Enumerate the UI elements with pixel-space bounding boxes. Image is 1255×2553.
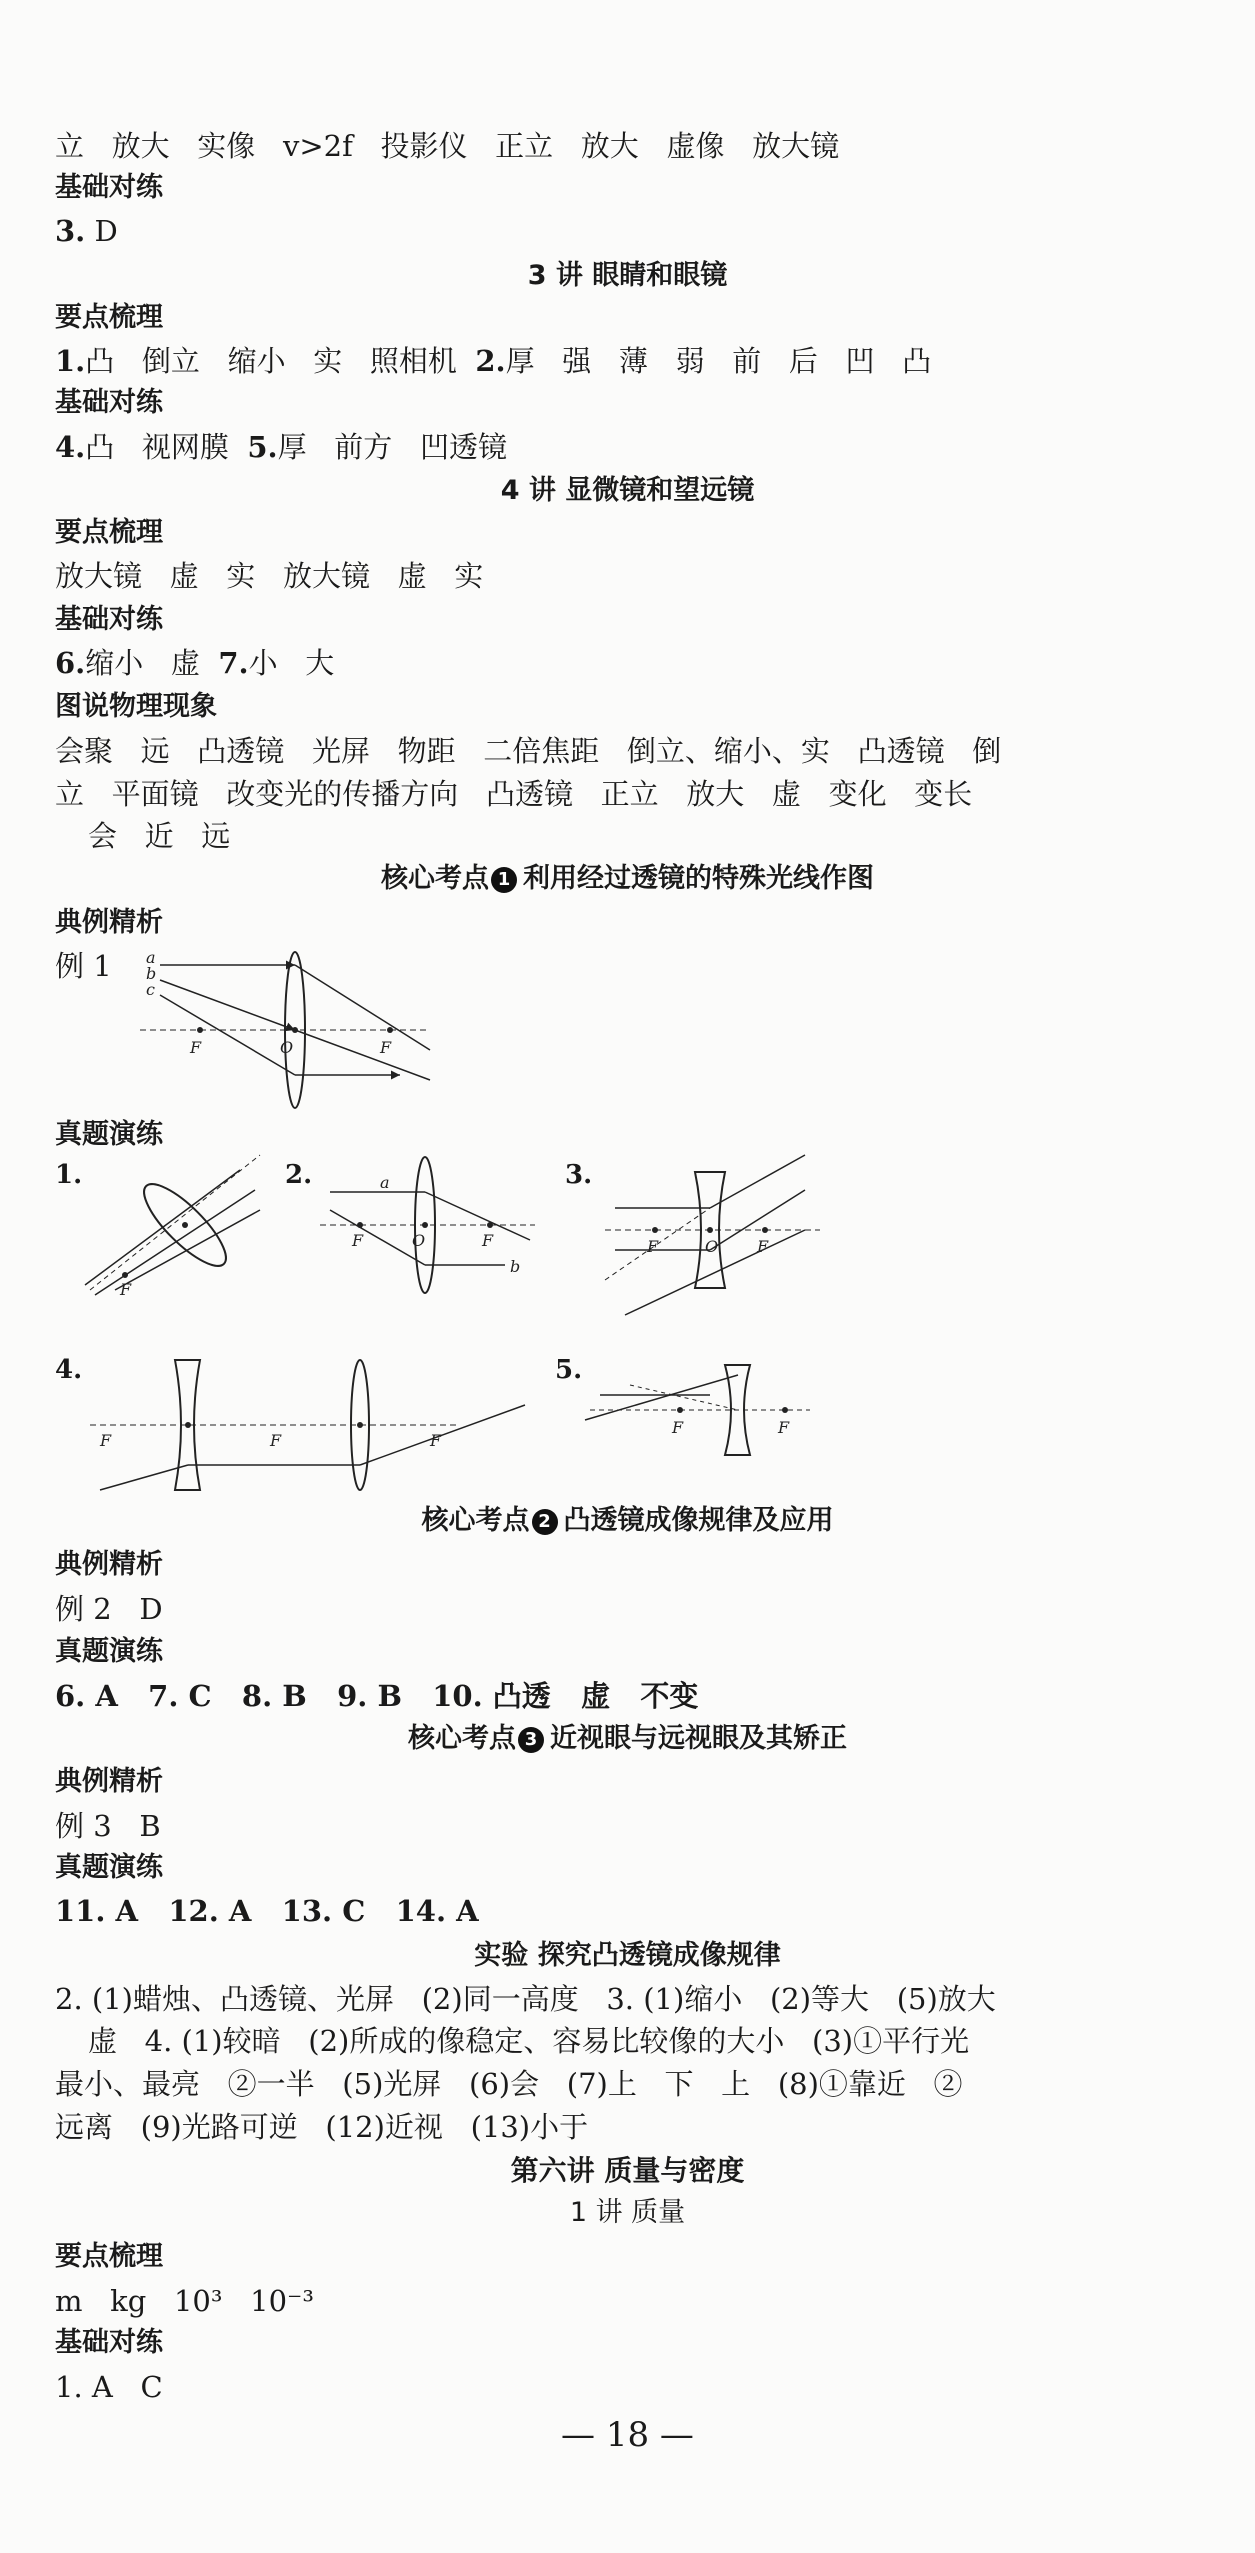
answer-line: 立 平面镜 改变光的传播方向 凸透镜 正立 放大 虚 变化 变长 xyxy=(55,777,973,811)
section-heading: 基础对练 xyxy=(55,2327,163,2358)
answer-line: 例 3 B xyxy=(55,1809,161,1843)
q-number: 4. xyxy=(55,430,86,464)
center-label: O xyxy=(705,1237,719,1256)
focus-label: F xyxy=(430,1431,442,1450)
core-point-label: 核心考点 xyxy=(421,1505,530,1536)
convex-lens-ray-diagram xyxy=(140,945,440,1120)
answer-line: 例 2 D xyxy=(55,1592,163,1626)
answer-line: 虚 4. (1)较暗 (2)所成的像稳定、容易比较像的大小 (3)①平行光 xyxy=(88,2024,970,2058)
answer-line: 会 近 远 xyxy=(88,819,231,853)
focus-label: F xyxy=(778,1418,790,1437)
answer-text: 小 大 xyxy=(248,646,335,680)
focus-label: F xyxy=(647,1237,659,1256)
answer-line: 最小、最亮 ②一半 (5)光屏 (6)会 (7)上 下 上 (8)①靠近 ② xyxy=(55,2067,963,2101)
chapter-title: 第六讲 质量与密度 xyxy=(510,2154,745,2187)
section-heading: 图说物理现象 xyxy=(55,691,217,722)
answer-line: 1. A C xyxy=(55,2370,163,2404)
focus-label: F xyxy=(270,1431,282,1450)
focus-label: F xyxy=(380,1038,392,1057)
concave-lens-diagram-3 xyxy=(595,1150,825,1320)
answer-line xyxy=(55,210,118,252)
q-number: 7. xyxy=(218,646,249,680)
lens-pair-diagram-4 xyxy=(80,1350,540,1500)
q-number: 1. xyxy=(55,344,86,378)
figure-label: 3. xyxy=(565,1160,593,1190)
center-label: O xyxy=(280,1038,294,1057)
answer-text: 凸 倒立 缩小 实 照相机 xyxy=(85,344,476,378)
focus-label: F xyxy=(757,1237,769,1256)
focus-label: F xyxy=(482,1231,494,1250)
lesson-title: 1 讲 质量 xyxy=(569,2197,686,2228)
answer-line: m kg 10³ 10⁻³ xyxy=(55,2284,314,2318)
answer-line: 11. A 12. A 13. C 14. A xyxy=(55,1894,479,1928)
ray-label: a xyxy=(146,948,156,967)
experiment-title: 实验 探究凸透镜成像规律 xyxy=(474,1940,781,1971)
figure-label: 4. xyxy=(55,1355,83,1385)
ray-label: b xyxy=(146,964,157,983)
core-point-label: 核心考点 xyxy=(381,863,489,894)
page-number-value: 18 xyxy=(605,2415,650,2455)
answer-text: D xyxy=(85,214,118,248)
answer-text: 厚 强 薄 弱 前 后 凹 凸 xyxy=(505,344,932,378)
answer-line: 2. (1)蜡烛、凸透镜、光屏 (2)同一高度 3. (1)缩小 (2)等大 (5)放大 xyxy=(55,1982,996,2016)
q-number: 3. xyxy=(55,214,86,248)
answer-line: 6. A 7. C 8. B 9. B 10. 凸透 虚 不变 xyxy=(55,1679,699,1713)
figure-label: 5. xyxy=(555,1355,583,1385)
answer-text: 凸 视网膜 xyxy=(85,430,248,464)
lesson-title: 4 讲 显微镜和望远镜 xyxy=(500,475,755,506)
focus-label: F xyxy=(100,1431,112,1450)
answer-text: 厚 前方 凹透镜 xyxy=(277,430,507,464)
section-heading: 基础对练 xyxy=(55,387,163,418)
lesson-title: 3 讲 眼睛和眼镜 xyxy=(527,260,728,291)
section-heading: 基础对练 xyxy=(55,604,163,635)
ray-label: c xyxy=(146,980,155,999)
figure-label: 2. xyxy=(285,1160,313,1190)
section-heading: 要点梳理 xyxy=(55,517,163,548)
circled-number: 1 xyxy=(491,867,517,893)
answer-line: 放大镜 虚 实 放大镜 虚 实 xyxy=(55,559,484,593)
concave-lens-diagram-5 xyxy=(580,1355,820,1465)
circled-number: 2 xyxy=(532,1509,558,1535)
lens-diagram-2 xyxy=(310,1150,540,1300)
answer-line: 会聚 远 凸透镜 光屏 物距 二倍焦距 倒立、缩小、实 凸透镜 倒 xyxy=(55,734,1002,768)
q-number: 6. xyxy=(55,646,86,680)
section-heading: 典例精析 xyxy=(55,1766,163,1797)
section-heading: 真题演练 xyxy=(55,1119,163,1150)
circled-number: 3 xyxy=(518,1727,544,1753)
focus-label: F xyxy=(190,1038,202,1057)
page-number: — 18 — xyxy=(561,2415,694,2455)
core-point-title xyxy=(0,1500,1255,1542)
answer-line xyxy=(55,642,334,684)
lens-diagram-1 xyxy=(80,1150,270,1300)
core-point-topic: 凸透镜成像规律及应用 xyxy=(563,1505,834,1536)
ray-label: a xyxy=(380,1173,390,1192)
answer-line xyxy=(55,426,507,468)
figure-label: 1. xyxy=(55,1160,83,1190)
focus-label: F xyxy=(352,1231,364,1250)
example-label: 例 1 xyxy=(55,949,112,983)
section-heading: 真题演练 xyxy=(55,1852,163,1883)
section-heading: 要点梳理 xyxy=(55,302,163,333)
focus-label: F xyxy=(120,1280,132,1299)
answer-text: 缩小 虚 xyxy=(85,646,219,680)
core-point-title xyxy=(0,858,1255,900)
answer-line: 远离 (9)光路可逆 (12)近视 (13)小于 xyxy=(55,2110,589,2144)
focus-label: F xyxy=(672,1418,684,1437)
q-number: 2. xyxy=(475,344,506,378)
core-point-topic: 利用经过透镜的特殊光线作图 xyxy=(523,863,874,894)
section-heading: 典例精析 xyxy=(55,907,163,938)
q-number: 5. xyxy=(247,430,278,464)
core-point-title xyxy=(0,1718,1255,1760)
section-heading: 基础对练 xyxy=(55,172,163,203)
core-point-label: 核心考点 xyxy=(408,1723,516,1754)
ray-label: b xyxy=(510,1257,521,1276)
answer-line xyxy=(55,340,931,382)
section-heading: 真题演练 xyxy=(55,1636,163,1667)
answer-line: 立 放大 实像 v>2f 投影仪 正立 放大 虚像 放大镜 xyxy=(55,129,840,163)
section-heading: 要点梳理 xyxy=(55,2241,163,2272)
section-heading: 典例精析 xyxy=(55,1549,163,1580)
center-label: O xyxy=(412,1231,426,1250)
core-point-topic: 近视眼与远视眼及其矫正 xyxy=(550,1723,847,1754)
